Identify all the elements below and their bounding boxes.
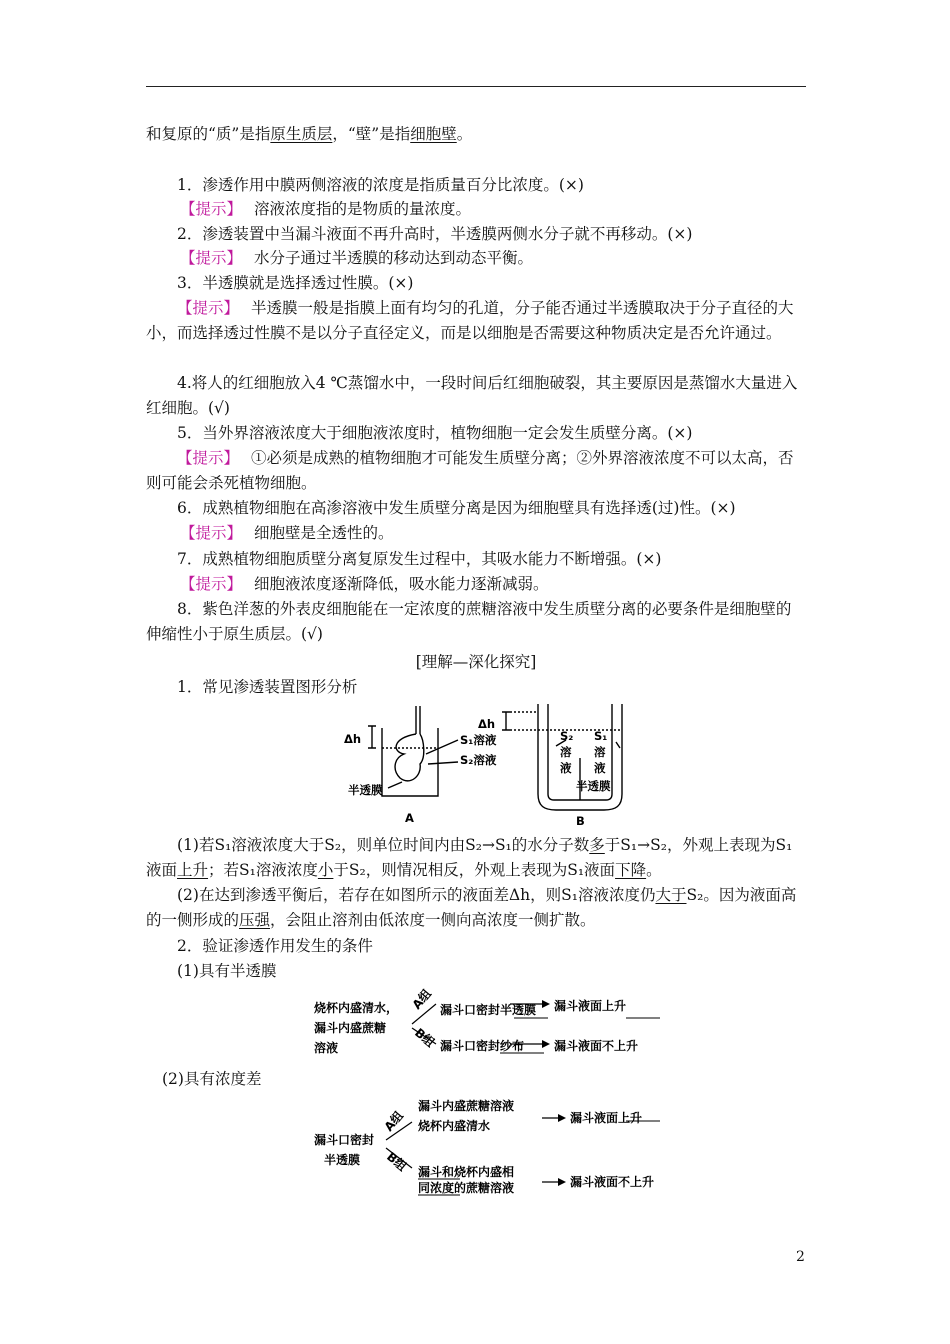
- fig-s1-char-1: S₁: [594, 729, 608, 743]
- d1-a-condition: 漏斗口密封半透膜: [440, 1003, 537, 1017]
- d1-left-line-2: 漏斗内盛蔗糖: [314, 1021, 387, 1035]
- item-7: 7．成熟植物细胞质壁分离复原发生过程中，其吸水能力不断增强。(×): [177, 550, 662, 568]
- d1-left-line-1: 烧杯内盛清水，: [314, 1001, 399, 1015]
- subsection-2-title: 2．验证渗透作用发生的条件: [177, 937, 373, 955]
- d2-b-result: 漏斗液面不上升: [570, 1175, 655, 1189]
- fig-label-b: B: [576, 814, 585, 828]
- hint-3: 【提示】 半透膜一般是指膜上面有均匀的孔道，分子能否通过半透膜取决于分子直径的大小，而选择透过性膜不是以分子直径定义，而是以细胞是否需要这种物质决定是否允许通过。: [146, 299, 794, 342]
- d1-a-result: 漏斗液面上升: [554, 999, 627, 1013]
- fig-s1-solution-label: S₁溶液: [460, 733, 497, 747]
- hint-label: 【提示】: [180, 524, 243, 542]
- hint-7: 【提示】 细胞液浓度逐渐降低，吸水能力逐渐减弱。: [180, 575, 549, 593]
- hint-5: 【提示】 ①必须是成熟的植物细胞才可能发生质壁分离；②外界溶液浓度不可以太高，否则可能会杀死植物细胞。: [146, 449, 794, 492]
- fig-s2-char-3: 液: [560, 761, 572, 775]
- hint-1: 【提示】 溶液浓度指的是物质的量浓度。: [180, 200, 472, 218]
- paragraph-1: (1)若S₁溶液浓度大于S₂，则单位时间内由S₂→S₁的水分子数多于S₁→S₂，外观上表现为S₁液面上升；若S₁溶液浓度小于S₂，则情况相反，外观上表现为S₁液面下降。: [146, 836, 793, 879]
- item-4: 4.将人的红细胞放入4 ℃蒸馏水中，一段时间后红细胞破裂，其主要原因是蒸馏水大量进入红细胞。(√): [146, 374, 798, 417]
- hint-label: 【提示】: [180, 575, 243, 593]
- hint-label: 【提示】: [177, 299, 240, 317]
- d1-group-b-label: B组: [412, 1025, 438, 1050]
- condition-1-title: (1)具有半透膜: [177, 962, 277, 980]
- d1-left-line-3: 溶液: [314, 1041, 339, 1055]
- intro-line: 和复原的“质”是指原生质层，“壁”是指细胞壁。: [146, 125, 473, 143]
- hint-2: 【提示】 水分子通过半透膜的移动达到动态平衡。: [180, 249, 534, 267]
- fig-dh-label-a: Δh: [344, 732, 362, 746]
- d2-group-a-label: A组: [381, 1108, 406, 1134]
- d2-group-b-label: B组: [384, 1149, 410, 1174]
- page-number: 2: [796, 1249, 805, 1265]
- d2-a-result: 漏斗液面上升: [570, 1111, 643, 1125]
- paragraph-2: (2)在达到渗透平衡后，若存在如图所示的液面差Δh，则S₁溶液浓度仍大于S₂。因为液面高的一侧形成的压强，会阻止溶剂由低浓度一侧向高浓度一侧扩散。: [146, 886, 797, 929]
- d2-a-line-2: 烧杯内盛清水: [418, 1119, 491, 1133]
- d2-a-line-1: 漏斗内盛蔗糖溶液: [418, 1099, 515, 1113]
- header-rule: [146, 86, 806, 87]
- d1-group-a-label: A组: [409, 986, 434, 1012]
- hint-label: 【提示】: [177, 449, 240, 467]
- fig-membrane-label-a: 半透膜: [348, 783, 383, 797]
- section-title: [理解—深化探究]: [415, 653, 537, 671]
- fig-s1-char-2: 溶: [594, 745, 606, 759]
- hint-6: 【提示】 细胞壁是全透性的。: [180, 524, 394, 542]
- fig-s2-char-1: S₂: [560, 729, 574, 743]
- item-6: 6．成熟植物细胞在高渗溶液中发生质壁分离是因为细胞壁具有选择透(过)性。(×): [177, 499, 736, 517]
- d2-left-line-1: 漏斗口密封: [314, 1133, 375, 1147]
- subsection-1-title: 1．常见渗透装置图形分析: [177, 678, 358, 696]
- membrane-condition-diagram: [314, 988, 674, 1064]
- fig-s2-solution-label: S₂溶液: [460, 753, 497, 767]
- d2-left-line-2: 半透膜: [324, 1153, 361, 1167]
- d1-b-condition: 漏斗口密封纱布: [440, 1039, 525, 1053]
- item-2: 2．渗透装置中当漏斗液面不再升高时，半透膜两侧水分子就不再移动。(×): [177, 225, 693, 243]
- d1-b-result: 漏斗液面不上升: [554, 1039, 639, 1053]
- item-8: 8．紫色洋葱的外表皮细胞能在一定浓度的蔗糖溶液中发生质壁分离的必要条件是细胞壁的伸缩性小于原生质层。(√): [146, 600, 792, 643]
- fig-dh-label-b: Δh: [478, 717, 496, 731]
- d2-b-line-2: 同浓度的蔗糖溶液: [418, 1181, 515, 1195]
- hint-label: 【提示】: [180, 200, 243, 218]
- osmosis-figure: [330, 702, 650, 828]
- item-1: 1．渗透作用中膜两侧溶液的浓度是指质量百分比浓度。(×): [177, 176, 584, 194]
- d2-b-line-1: 漏斗和烧杯内盛相: [418, 1165, 515, 1179]
- fig-membrane-label-b: 半透膜: [576, 779, 611, 793]
- concentration-condition-diagram: [314, 1096, 674, 1206]
- hint-label: 【提示】: [180, 249, 243, 267]
- fig-label-a: A: [405, 811, 414, 825]
- item-5: 5．当外界溶液浓度大于细胞液浓度时，植物细胞一定会发生质壁分离。(×): [177, 424, 693, 442]
- fig-s2-char-2: 溶: [560, 745, 572, 759]
- condition-2-title: (2)具有浓度差: [162, 1070, 262, 1088]
- item-3: 3．半透膜就是选择透过性膜。(×): [177, 274, 414, 292]
- fig-s1-char-3: 液: [594, 761, 606, 775]
